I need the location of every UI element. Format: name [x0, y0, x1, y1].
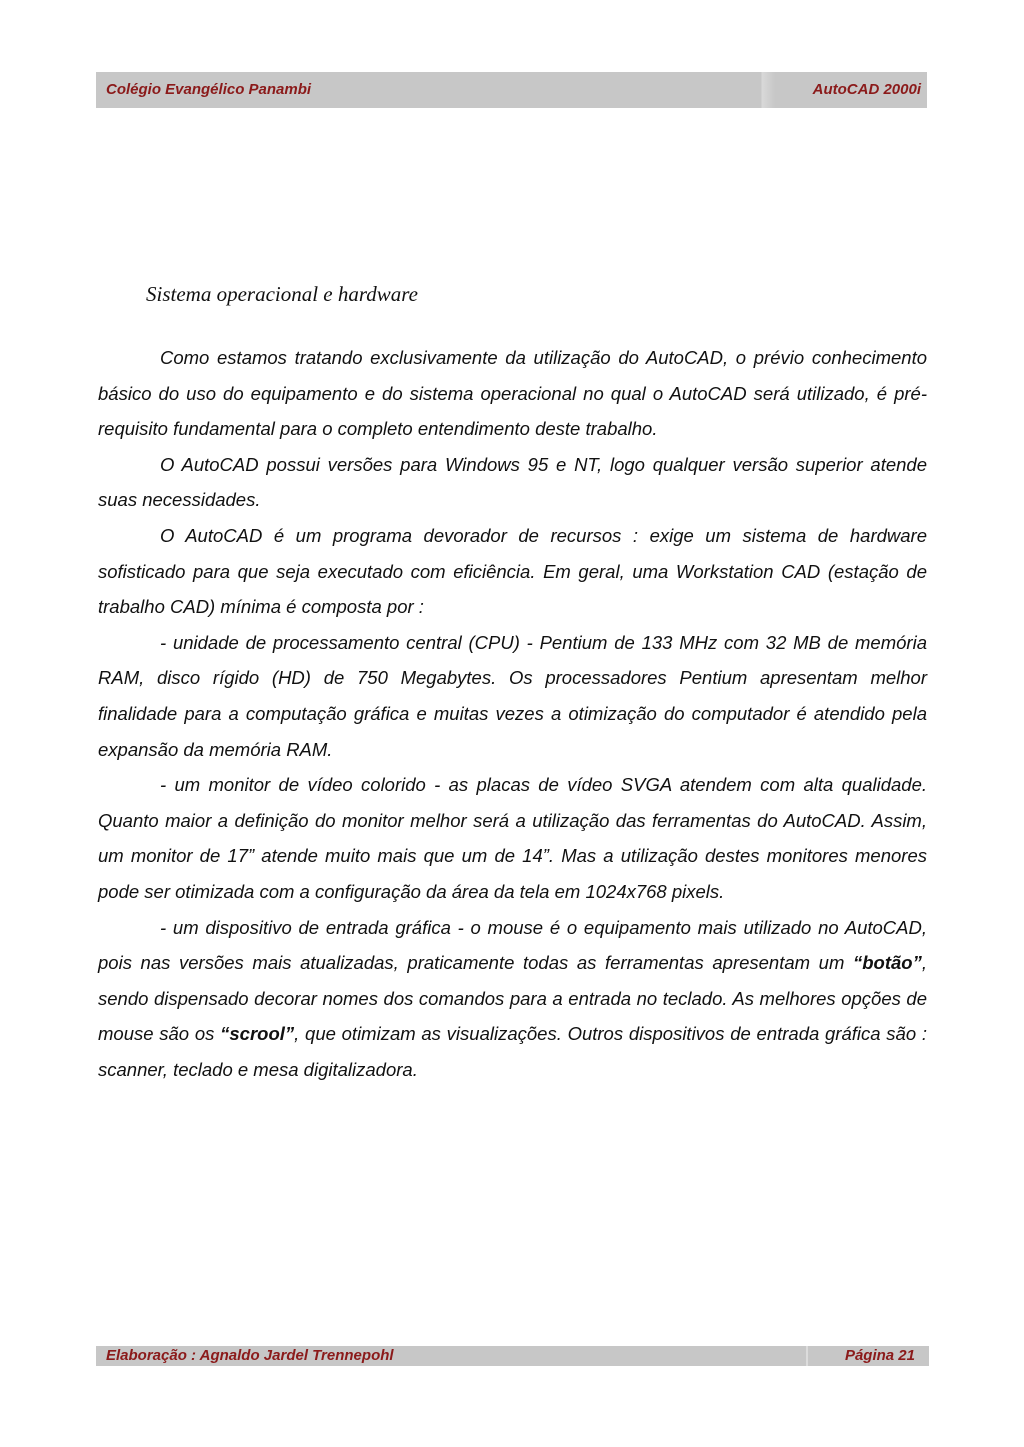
bold-term-scrool: “scrool”	[220, 1023, 295, 1045]
paragraph: - um monitor de vídeo colorido - as placas de vídeo SVGA atendem com alta qualidade. Quanto maior a definição do monitor melhor será a utilização das ferramentas do AutoCAD. Assim, um monitor de 17” atende muito mais que um de 14”. Mas a utilização destes monitores menores pode ser otimizada com a configuração da área da tela em 1024x768 pixels.	[98, 774, 927, 902]
paragraph-input-devices	[98, 910, 927, 1088]
footer-author: Elaboração : Agnaldo Jardel Trennepohl	[106, 1347, 394, 1364]
section-title: Sistema operacional e hardware	[146, 282, 418, 306]
paragraph: Como estamos tratando exclusivamente da utilização do AutoCAD, o prévio conhecimento básico do uso do equipamento e do sistema operacional no qual o AutoCAD será utilizado, é pré-requisito fundamental para o completo entendimento deste trabalho.	[98, 347, 927, 440]
bold-term-botao: “botão”	[853, 952, 922, 974]
footer-divider	[806, 1346, 808, 1366]
header-divider	[665, 72, 775, 108]
page-footer	[96, 1346, 929, 1366]
paragraph-text: , que otimizam as visualizações. Outros dispositivos de entrada gráfica são : scanner, teclado e mesa digitalizadora.	[98, 1023, 927, 1080]
header-course-title: AutoCAD 2000i	[812, 81, 921, 98]
page-header	[96, 72, 927, 108]
footer-page-number: Página 21	[844, 1347, 915, 1364]
paragraph: O AutoCAD possui versões para Windows 95 e NT, logo qualquer versão superior atende suas necessidades.	[98, 453, 927, 511]
body-text	[98, 340, 927, 1087]
paragraph-text: - um dispositivo de entrada gráfica - o mouse é o equipamento mais utilizado no AutoCAD, pois nas versões mais atualizadas, praticamente todas as ferramentas apresentam um	[98, 916, 927, 974]
paragraph: - unidade de processamento central (CPU) - Pentium de 133 MHz com 32 MB de memória RAM, disco rígido (HD) de 750 Megabytes. Os processadores Pentium apresentam melhor finalidade para a computação gráfica e muitas vezes a otimização do computador é atendido pela expansão da memória RAM.	[98, 631, 927, 760]
header-school-name: Colégio Evangélico Panambi	[106, 81, 312, 98]
paragraph-text: , sendo dispensado decorar nomes dos comandos para a entrada no teclado. As melhores opções de mouse são os	[98, 952, 927, 1045]
paragraph: O AutoCAD é um programa devorador de recursos : exige um sistema de hardware sofisticado para que seja executado com eficiência. Em geral, uma Workstation CAD (estação de trabalho CAD) mínima é composta por :	[98, 524, 927, 618]
